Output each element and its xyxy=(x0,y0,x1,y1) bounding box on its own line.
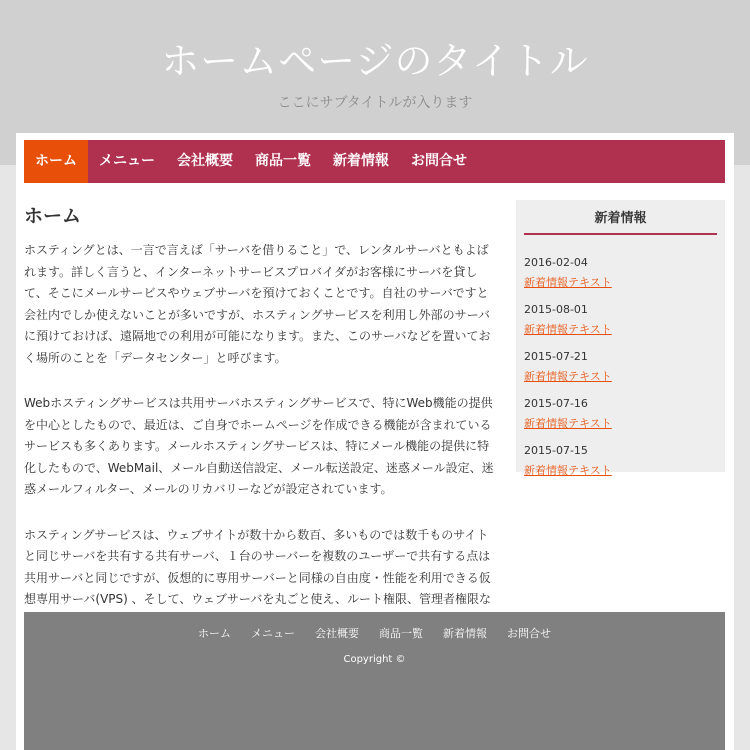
content-paragraph: ホスティングサービスは、ウェブサイトが数十から数百、多いものでは数千ものサイトと同じサーバを共有する共有サーバ、１台のサーバーを複数のユーザーで共有する点は共用サーバと同じですが、仮想的に専用サーバーと同様の自由度・性能を利用できる仮想専用サーバ(VPS) 、そして、ウェブサーバを丸ごと使え、ルート権限、管理者権限な xyxy=(24,527,492,606)
news-list xyxy=(516,235,725,479)
nav-item-products[interactable]: 商品一覧 xyxy=(255,153,311,169)
news-date: 2015-07-16 xyxy=(524,397,588,410)
footer-nav xyxy=(24,612,725,641)
nav-item-company[interactable]: 会社概要 xyxy=(177,153,233,169)
news-date: 2015-07-15 xyxy=(524,444,588,457)
footer-nav-news[interactable]: 新着情報 xyxy=(443,627,487,640)
nav-item-menu[interactable]: メニュー xyxy=(99,153,155,169)
news-item xyxy=(524,255,717,291)
news-item xyxy=(524,302,717,338)
copyright-text: Copyright © xyxy=(343,654,406,665)
site-title: ホームページのタイトル xyxy=(161,39,589,83)
site-footer xyxy=(24,612,725,750)
footer-nav-company[interactable]: 会社概要 xyxy=(315,627,359,640)
news-sidebar xyxy=(516,200,725,477)
news-date: 2015-08-01 xyxy=(524,303,588,316)
footer-nav-contact[interactable]: お問合せ xyxy=(507,627,551,640)
content-paragraph: ホスティングとは、一言で言えば「サーバを借りること」で、レンタルサーバともよばれます。詳しく言うと、インターネットサービスプロバイダがお客様にサーバを貸して、そこにメールサービスやウェブサーバを預けておくことです。自社のサーバですと会社内でしか使えないことが多いですが、ホスティングサービスを利用し外部のサーバに預けておけば、遠隔地での利用が可能になります。また、このサーバなどを置いておく場所のことを「データセンター」と呼びます。 xyxy=(24,243,491,365)
page-container xyxy=(16,133,734,750)
footer-nav-home[interactable]: ホーム xyxy=(198,627,231,640)
news-link[interactable]: 新着情報テキスト xyxy=(524,417,612,430)
news-item xyxy=(524,396,717,432)
news-item xyxy=(524,349,717,385)
page-heading: ホーム xyxy=(24,205,82,227)
news-link[interactable]: 新着情報テキスト xyxy=(524,464,612,477)
news-date: 2016-02-04 xyxy=(524,256,588,269)
footer-nav-products[interactable]: 商品一覧 xyxy=(379,627,423,640)
nav-item-news[interactable]: 新着情報 xyxy=(333,153,389,169)
news-link[interactable]: 新着情報テキスト xyxy=(524,370,612,383)
news-link[interactable]: 新着情報テキスト xyxy=(524,276,612,289)
main-content xyxy=(24,201,500,656)
sidebar-title: 新着情報 xyxy=(524,200,717,235)
nav-item-home[interactable]: ホーム xyxy=(24,140,88,183)
news-item xyxy=(524,443,717,479)
content-paragraph: Webホスティングサービスは共用サーバホスティングサービスで、特にWeb機能の提供を中心としたもので、最近は、ご自身でホームページを作成できる機能が含まれているサービスも多くあります。メールホスティングサービスは、特にメール機能の提供に特化したもので、WebMail、メール自動送信設定、メール転送設定、迷惑メール設定、迷惑メールフィルター、メールのリカバリーなどが設定されています。 xyxy=(24,396,494,496)
news-date: 2015-07-21 xyxy=(524,350,588,363)
nav-item-contact[interactable]: お問合せ xyxy=(411,153,467,169)
global-nav xyxy=(24,140,725,183)
site-subtitle: ここにサブタイトルが入ります xyxy=(277,95,473,111)
footer-nav-menu[interactable]: メニュー xyxy=(251,627,295,640)
news-link[interactable]: 新着情報テキスト xyxy=(524,323,612,336)
